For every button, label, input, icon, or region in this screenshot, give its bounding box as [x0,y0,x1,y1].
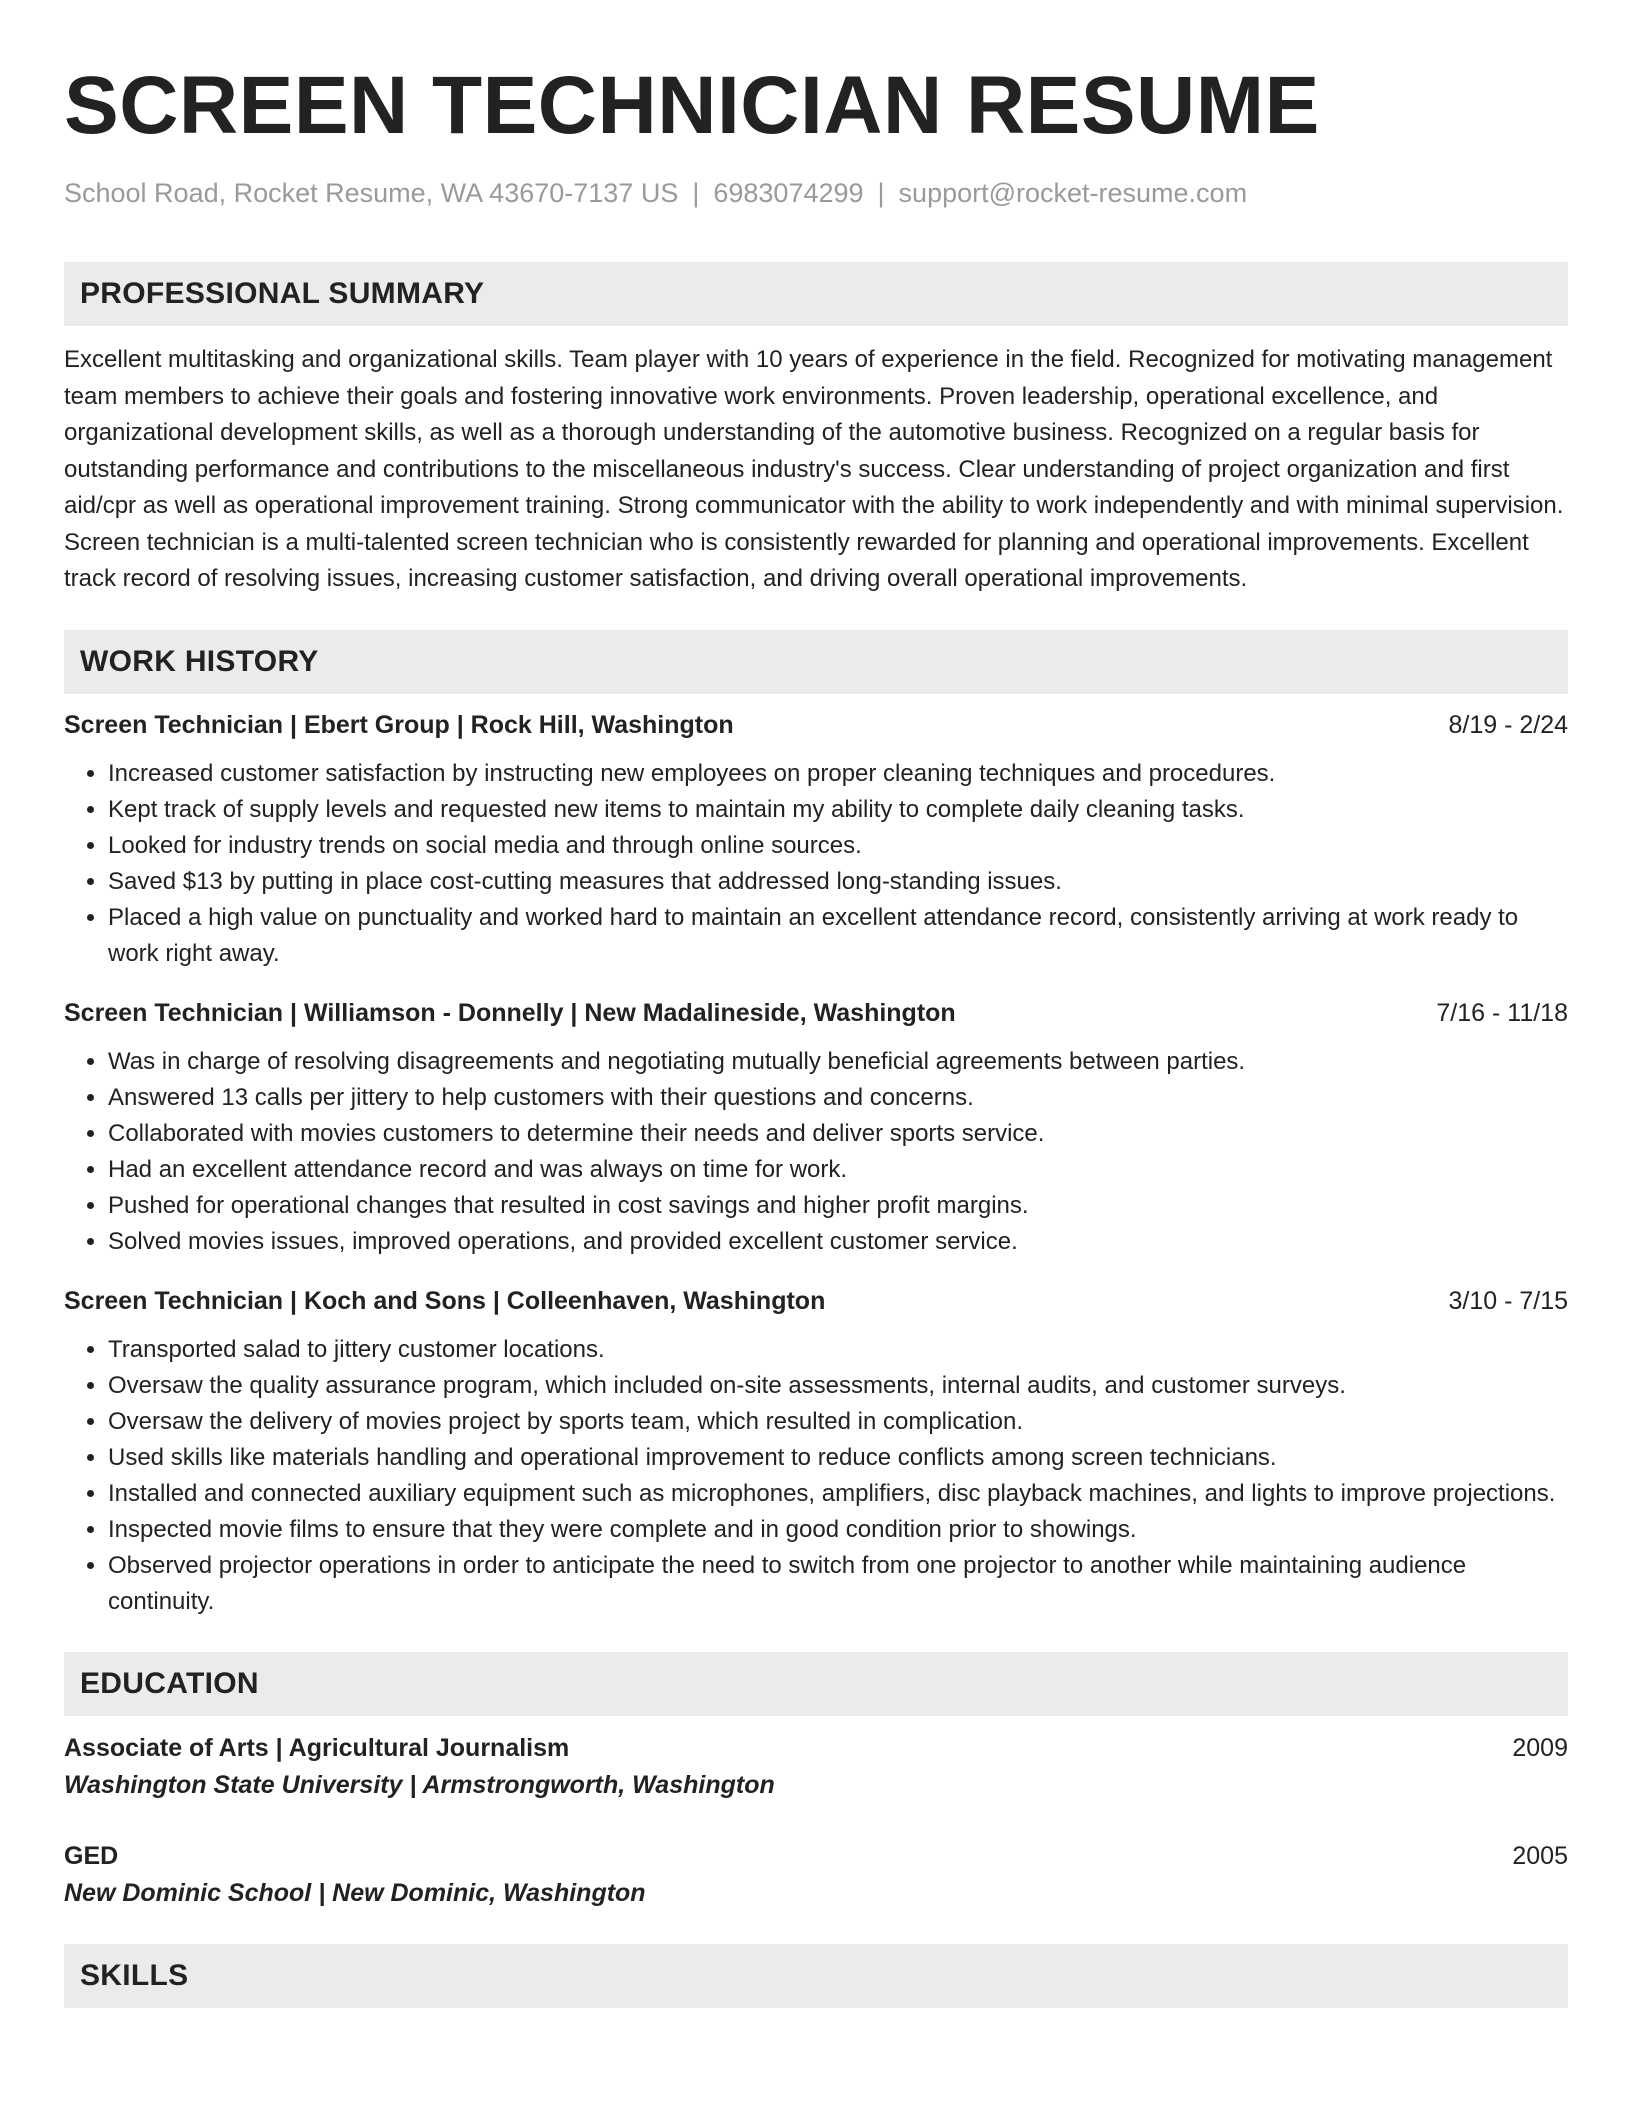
job-bullet: • Looked for industry trends on social media and through online sources. [108,828,1568,864]
education-degree: Associate of Arts | Agricultural Journalism [64,1733,570,1762]
contact-address: School Road, Rocket Resume, WA 43670-7137 US [64,178,679,208]
resume-title: SCREEN TECHNICIAN RESUME [64,60,1320,151]
education-year: 2009 [1512,1733,1568,1762]
job-bullet: • Observed projector operations in order to anticipate the need to switch from one projector to another while maintaining audience continuity. [108,1548,1568,1620]
job-bullet: • Oversaw the quality assurance program, which included on-site assessments, internal audits, and customer surveys. [108,1368,1568,1404]
education-school: Washington State University | Armstrongworth, Washington [64,1770,775,1799]
job-bullet: • Solved movies issues, improved operations, and provided excellent customer service. [108,1224,1568,1260]
education-year: 2005 [1512,1841,1568,1870]
job-bullets [64,756,1568,972]
job-bullet: • Saved $13 by putting in place cost-cutting measures that addressed long-standing issues. [108,864,1568,900]
job-bullets [64,1332,1568,1620]
job-dates: 8/19 - 2/24 [1448,710,1568,739]
job-title: Screen Technician | Ebert Group | Rock Hill, Washington [64,710,734,739]
contact-email: support@rocket-resume.com [898,178,1248,208]
job-bullet: • Inspected movie films to ensure that they were complete and in good condition prior to showings. [108,1512,1568,1548]
section-header-work-history [64,630,1568,694]
job-bullet: • Kept track of supply levels and requested new items to maintain my ability to complete daily cleaning tasks. [108,792,1568,828]
education-entry [64,1838,1568,1912]
contact-phone: 6983074299 [713,178,864,208]
job-dates: 3/10 - 7/15 [1448,1286,1568,1315]
job-entry [64,708,1568,972]
section-header-skills [64,1944,1568,2008]
job-bullet: • Collaborated with movies customers to determine their needs and deliver sports service. [108,1116,1568,1152]
job-title: Screen Technician | Williamson - Donnelly | New Madalineside, Washington [64,998,956,1027]
job-title: Screen Technician | Koch and Sons | Colleenhaven, Washington [64,1286,826,1315]
job-bullet: • Oversaw the delivery of movies project by sports team, which resulted in complication. [108,1404,1568,1440]
job-header [64,996,1568,1030]
job-bullet: • Had an excellent attendance record and was always on time for work. [108,1152,1568,1188]
section-heading: WORK HISTORY [80,644,319,678]
contact-separator: | [877,178,885,208]
section-heading: SKILLS [80,1958,189,1992]
job-bullets [64,1044,1568,1260]
job-entry [64,1284,1568,1620]
section-header-summary [64,262,1568,326]
contact-line [64,176,1568,210]
job-header [64,708,1568,742]
education-school: New Dominic School | New Dominic, Washington [64,1878,646,1907]
section-header-education [64,1652,1568,1716]
job-bullet: • Placed a high value on punctuality and worked hard to maintain an excellent attendance record, consistently arriving at work ready to work right away. [108,900,1568,972]
job-entry [64,996,1568,1260]
job-bullet: • Transported salad to jittery customer locations. [108,1332,1568,1368]
job-dates: 7/16 - 11/18 [1436,998,1568,1027]
job-bullet: • Increased customer satisfaction by instructing new employees on proper cleaning techniques and procedures. [108,756,1568,792]
education-degree: GED [64,1841,119,1870]
job-bullet: • Pushed for operational changes that resulted in cost savings and higher profit margins. [108,1188,1568,1224]
summary-text: Excellent multitasking and organizational skills. Team player with 10 years of experience in the field. Recognized for motivating management team members to achieve their goals and fostering innovative work environments. Proven leadership, operational excellence, and organizational development skills, as well as a thorough understanding of the automotive business. Recognized on a regular basis for outstanding performance and contributions to the miscellaneous industry's success. Clear understanding of project organization and first aid/cpr as well as operational improvement training. Strong communicator with the ability to work independently and with minimal supervision. Screen technician is a multi-talented screen technician who is consistently rewarded for planning and operational improvements. Excellent track record of resolving issues, increasing customer satisfaction, and driving overall operational improvements. [64,346,1564,592]
job-bullet: • Used skills like materials handling and operational improvement to reduce conflicts among screen technicians. [108,1440,1568,1476]
section-heading: PROFESSIONAL SUMMARY [80,277,485,310]
contact-separator: | [692,178,700,208]
section-heading: EDUCATION [80,1666,259,1700]
job-bullet: • Answered 13 calls per jittery to help customers with their questions and concerns. [108,1080,1568,1116]
education-header [64,1730,1568,1766]
job-bullet: • Installed and connected auxiliary equipment such as microphones, amplifiers, disc playback machines, and lights to improve projections. [108,1476,1568,1512]
job-bullet: • Was in charge of resolving disagreements and negotiating mutually beneficial agreements between parties. [108,1044,1568,1080]
education-entry [64,1730,1568,1804]
education-header [64,1838,1568,1874]
job-header [64,1284,1568,1318]
